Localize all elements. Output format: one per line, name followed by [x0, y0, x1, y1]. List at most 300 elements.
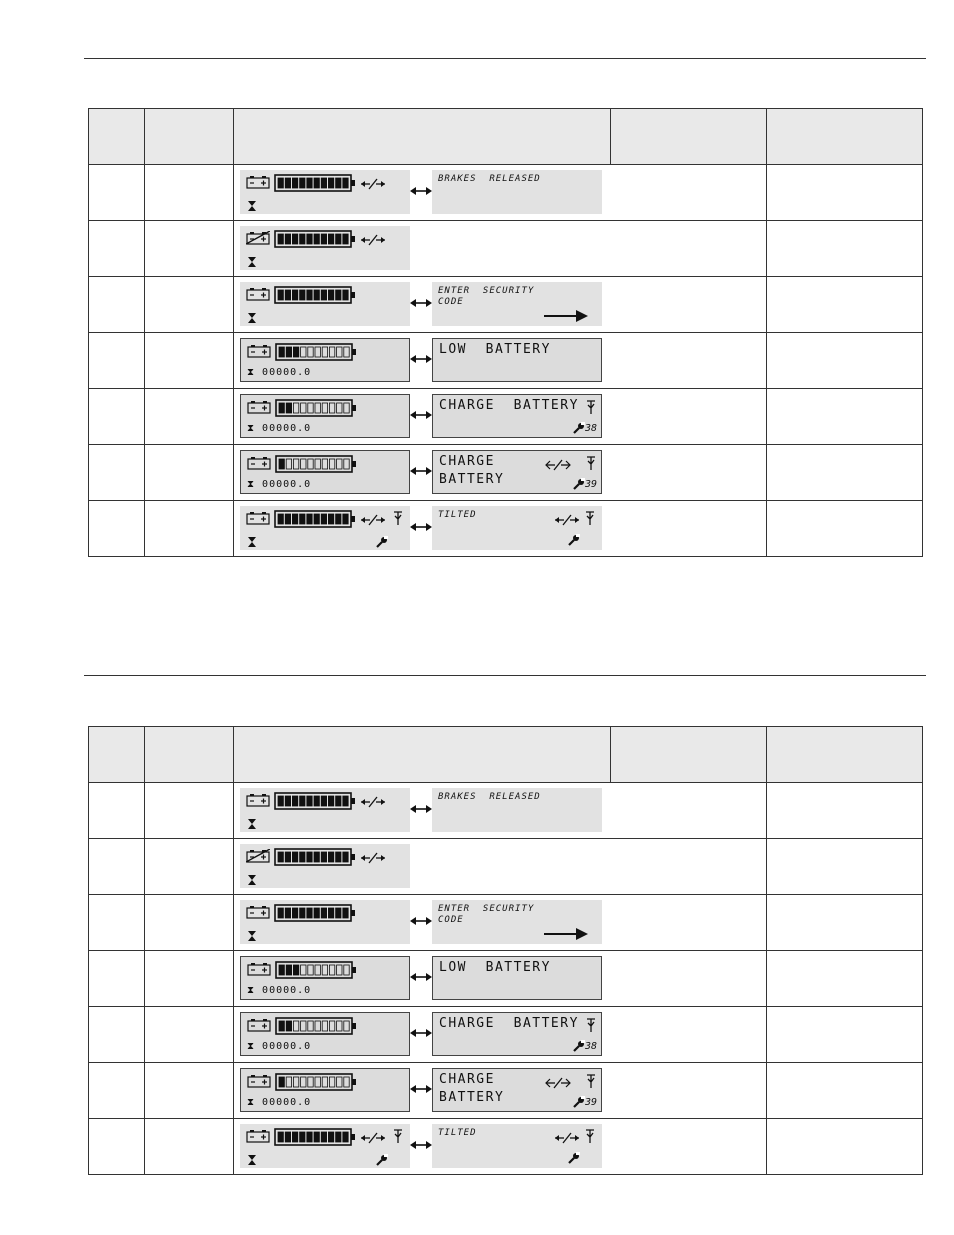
table-cell: [145, 389, 234, 445]
gauge-segment: [329, 459, 334, 469]
header-cell: [611, 109, 767, 165]
gauge-segment: [285, 1132, 290, 1142]
table-row: [89, 895, 923, 951]
header-cell: [89, 109, 145, 165]
tilt-icon: [585, 1073, 597, 1089]
gauge-segment: [322, 347, 327, 357]
gauge-segment: [293, 1077, 298, 1087]
hourglass-icon: ⧗: [247, 1041, 263, 1052]
error-code: [573, 478, 597, 490]
gauge-segment: [301, 403, 306, 413]
table-cell: [89, 277, 145, 333]
top-rule-1: [84, 58, 926, 59]
brake-released-icon: [360, 1132, 386, 1144]
gauge-segment: [328, 178, 333, 188]
odometer-readout: [247, 479, 311, 490]
gauge-segment: [336, 1132, 341, 1142]
gauge-segment: [278, 514, 283, 524]
brake-released-icon: [554, 514, 580, 526]
gauge-segment: [279, 1077, 284, 1087]
gauge-segment: [314, 178, 319, 188]
table-row: [89, 501, 923, 557]
wrench-icon: [573, 1040, 585, 1052]
header-cell: [234, 109, 611, 165]
gauge-segment: [308, 1021, 313, 1031]
table-row: [89, 783, 923, 839]
gauge-segment: [314, 234, 319, 244]
lcd-main-screen: [240, 956, 410, 1000]
battery-gauge: [274, 904, 356, 922]
lcd-main-screen: [240, 506, 410, 550]
brake-open-icon: [545, 1077, 571, 1089]
table-cell: [89, 333, 145, 389]
error-code: [573, 422, 597, 434]
gauge-segment: [314, 852, 319, 862]
gauge-segment: [308, 965, 313, 975]
table-header-row: [89, 109, 923, 165]
odometer-readout: [247, 1097, 311, 1108]
double-arrow-icon: [410, 185, 432, 197]
gauge-segment: [285, 178, 290, 188]
double-arrow-icon: [410, 1027, 432, 1039]
gauge-segment: [329, 1021, 334, 1031]
gauge-segment: [286, 403, 291, 413]
gauge-segment: [279, 965, 284, 975]
double-arrow-icon: [410, 521, 432, 533]
gauge-segment: [337, 1021, 342, 1031]
table-row: [89, 839, 923, 895]
battery-gauge: [275, 961, 357, 979]
gauge-segment: [321, 908, 326, 918]
gauge-segment: [314, 908, 319, 918]
table-row: [89, 445, 923, 501]
battery-icon: [247, 1018, 271, 1032]
lcd-message-screen: [432, 282, 602, 326]
hourglass-icon: ⧗: [247, 479, 263, 490]
brake-released-icon: [360, 234, 386, 246]
gauge-segment: [343, 234, 348, 244]
gauge-segment: [307, 908, 312, 918]
gauge-segment: [278, 796, 283, 806]
odometer-value: 00000.0: [262, 423, 312, 434]
gauge-segment: [285, 514, 290, 524]
battery-gauge: [275, 455, 357, 473]
hourglass-icon: [247, 537, 257, 547]
gauge-segment: [337, 1077, 342, 1087]
gauge-segment: [301, 1021, 306, 1031]
display-cell: [234, 1007, 767, 1063]
odometer-value: 00000.0: [262, 479, 312, 490]
gauge-segment: [329, 403, 334, 413]
gauge-segment: [292, 290, 297, 300]
gauge-segment: [300, 178, 305, 188]
gauge-segment: [278, 1132, 283, 1142]
error-code-value: 39: [584, 1097, 597, 1108]
gauge-segment: [307, 796, 312, 806]
table-row: [89, 221, 923, 277]
tilt-icon: [585, 455, 597, 471]
gauge-segment: [314, 796, 319, 806]
table-cell: [89, 445, 145, 501]
gauge-segment: [314, 514, 319, 524]
gauge-segment: [315, 459, 320, 469]
table-cell: [89, 165, 145, 221]
gauge-segment: [300, 514, 305, 524]
wrench-icon: [376, 1154, 388, 1166]
gauge-segment: [329, 347, 334, 357]
table-row: [89, 1007, 923, 1063]
table-cell: [145, 1063, 234, 1119]
double-arrow-icon: [410, 297, 432, 309]
gauge-segment: [343, 852, 348, 862]
battery-gauge: [274, 230, 356, 248]
gauge-segment: [307, 852, 312, 862]
gauge-segment: [314, 290, 319, 300]
table-cell: [767, 501, 923, 557]
gauge-segment: [300, 290, 305, 300]
brake-released-icon: [360, 178, 386, 190]
lcd-message-text: TILTED: [438, 1128, 477, 1138]
gauge-segment: [328, 908, 333, 918]
gauge-segment: [279, 1021, 284, 1031]
display-cell: [234, 501, 767, 557]
table-cell: [145, 165, 234, 221]
odometer-value: 00000.0: [262, 367, 312, 378]
gauge-segment: [328, 290, 333, 300]
lcd-main-screen: [240, 900, 410, 944]
gauge-segment: [308, 403, 313, 413]
lcd-message-screen: [432, 170, 602, 214]
table-cell: [89, 783, 145, 839]
gauge-segment: [322, 1077, 327, 1087]
gauge-segment: [344, 1077, 349, 1087]
table-cell: [767, 221, 923, 277]
tilt-icon: [392, 510, 404, 526]
lcd-main-screen: [240, 338, 410, 382]
right-arrow-icon: [544, 928, 588, 940]
gauge-segment: [321, 852, 326, 862]
display-cell: [234, 783, 767, 839]
error-code-value: 38: [584, 423, 597, 434]
gauge-segment: [336, 514, 341, 524]
gauge-segment: [308, 1077, 313, 1087]
gauge-segment: [285, 852, 290, 862]
gauge-segment: [322, 1021, 327, 1031]
table-cell: [145, 277, 234, 333]
gauge-segment: [336, 178, 341, 188]
tilt-icon: [392, 1128, 404, 1144]
gauge-segment: [322, 459, 327, 469]
lcd-main-screen: [240, 450, 410, 494]
gauge-segment: [328, 852, 333, 862]
gauge-segment: [344, 1021, 349, 1031]
battery-gauge: [274, 510, 356, 528]
gauge-segment: [286, 965, 291, 975]
battery-gauge: [275, 1017, 357, 1035]
battery-gauge: [274, 174, 356, 192]
wrench-icon: [573, 422, 585, 434]
double-arrow-icon: [410, 353, 432, 365]
gauge-segment: [343, 514, 348, 524]
hourglass-icon: [247, 819, 257, 829]
display-cell: [234, 221, 767, 277]
gauge-segment: [279, 403, 284, 413]
gauge-segment: [329, 965, 334, 975]
gauge-segment: [343, 796, 348, 806]
lcd-message-text: CHARGE BATTERY: [439, 1016, 579, 1031]
gauge-segment: [293, 1021, 298, 1031]
gauge-segment: [286, 1021, 291, 1031]
double-arrow-icon: [410, 1083, 432, 1095]
table-cell: [767, 165, 923, 221]
table-row: [89, 165, 923, 221]
table-cell: [767, 1007, 923, 1063]
odometer-readout: [247, 1041, 311, 1052]
gauge-segment: [279, 347, 284, 357]
odometer-readout: [247, 367, 311, 378]
header-cell: [767, 727, 923, 783]
table-cell: [767, 1063, 923, 1119]
battery-icon: [246, 1129, 270, 1143]
lcd-message-screen: [432, 956, 602, 1000]
gauge-segment: [315, 965, 320, 975]
gauge-segment: [336, 290, 341, 300]
display-table-1: [88, 108, 923, 557]
gauge-segment: [321, 514, 326, 524]
table-row: [89, 1063, 923, 1119]
gauge-segment: [301, 965, 306, 975]
gauge-segment: [337, 403, 342, 413]
header-cell: [89, 727, 145, 783]
gauge-segment: [300, 796, 305, 806]
battery-icon: [246, 905, 270, 919]
gauge-segment: [278, 908, 283, 918]
display-cell: [234, 951, 767, 1007]
gauge-segment: [292, 178, 297, 188]
gauge-segment: [321, 178, 326, 188]
table-cell: [767, 333, 923, 389]
gauge-segment: [301, 459, 306, 469]
gauge-segment: [285, 290, 290, 300]
table-cell: [89, 839, 145, 895]
battery-icon: [246, 793, 270, 807]
gauge-segment: [343, 290, 348, 300]
gauge-segment: [315, 1021, 320, 1031]
table-cell: [89, 1119, 145, 1175]
lcd-message-text: LOW BATTERY: [439, 342, 551, 357]
double-arrow-icon: [410, 803, 432, 815]
hourglass-icon: ⧗: [247, 985, 263, 996]
lcd-message-screen: [432, 788, 602, 832]
table-cell: [89, 895, 145, 951]
lcd-message-text: ENTER SECURITY CODE: [438, 904, 535, 925]
display-cell: [234, 895, 767, 951]
error-code-value: 39: [584, 479, 597, 490]
gauge-segment: [321, 796, 326, 806]
odometer-value: 00000.0: [262, 1097, 312, 1108]
gauge-segment: [293, 459, 298, 469]
table-cell: [89, 221, 145, 277]
header-cell: [234, 727, 611, 783]
wrench-icon: [376, 536, 388, 548]
table-cell: [145, 445, 234, 501]
table-row: [89, 1119, 923, 1175]
gauge-segment: [293, 403, 298, 413]
tilt-icon: [584, 510, 596, 526]
gauge-segment: [292, 234, 297, 244]
gauge-segment: [300, 1132, 305, 1142]
gauge-segment: [292, 514, 297, 524]
gauge-segment: [293, 347, 298, 357]
header-cell: [145, 727, 234, 783]
gauge-segment: [322, 965, 327, 975]
table-row: [89, 277, 923, 333]
table-cell: [145, 839, 234, 895]
display-table-2: [88, 726, 923, 1175]
battery-icon: [247, 400, 271, 414]
gauge-segment: [328, 234, 333, 244]
table-cell: [145, 333, 234, 389]
brake-released-icon: [360, 796, 386, 808]
lcd-message-screen: [432, 394, 602, 438]
table-cell: [767, 839, 923, 895]
gauge-segment: [286, 347, 291, 357]
table-cell: [145, 501, 234, 557]
wrench-icon: [573, 478, 585, 490]
battery-icon: [247, 344, 271, 358]
gauge-segment: [336, 908, 341, 918]
gauge-segment: [308, 459, 313, 469]
gauge-segment: [328, 1132, 333, 1142]
table-cell: [767, 895, 923, 951]
hourglass-icon: [247, 931, 257, 941]
wrench-icon: [568, 534, 580, 546]
hourglass-icon: [247, 1155, 257, 1165]
tilt-icon: [584, 1128, 596, 1144]
table-cell: [89, 389, 145, 445]
wrench-icon: [568, 1152, 580, 1164]
table-cell: [89, 951, 145, 1007]
gauge-segment: [293, 965, 298, 975]
hourglass-icon: ⧗: [247, 367, 263, 378]
gauge-segment: [292, 852, 297, 862]
gauge-segment: [307, 514, 312, 524]
gauge-segment: [292, 796, 297, 806]
table-cell: [767, 1119, 923, 1175]
error-code: [573, 1096, 597, 1108]
double-arrow-icon: [410, 1139, 432, 1151]
gauge-segment: [328, 514, 333, 524]
brake-released-icon: [360, 852, 386, 864]
odometer-readout: [247, 423, 311, 434]
table-cell: [145, 1007, 234, 1063]
wrench-icon: [573, 1096, 585, 1108]
gauge-segment: [344, 403, 349, 413]
gauge-segment: [337, 965, 342, 975]
table-cell: [89, 501, 145, 557]
battery-gauge: [274, 792, 356, 810]
gauge-segment: [301, 347, 306, 357]
lcd-message-text: LOW BATTERY: [439, 960, 551, 975]
display-cell: [234, 165, 767, 221]
gauge-segment: [344, 459, 349, 469]
lcd-message-screen: [432, 1068, 602, 1112]
lcd-message-screen: [432, 1012, 602, 1056]
gauge-segment: [321, 1132, 326, 1142]
gauge-segment: [344, 965, 349, 975]
display-cell: [234, 389, 767, 445]
hourglass-icon: [247, 875, 257, 885]
error-code: [573, 1040, 597, 1052]
gauge-segment: [336, 796, 341, 806]
display-cell: [234, 1119, 767, 1175]
battery-gauge: [275, 399, 357, 417]
table-cell: [89, 1063, 145, 1119]
error-code-value: 38: [584, 1041, 597, 1052]
gauge-segment: [278, 178, 283, 188]
odometer-readout: [247, 985, 311, 996]
display-cell: [234, 1063, 767, 1119]
tilt-icon: [585, 399, 597, 415]
hourglass-icon: [247, 201, 257, 211]
double-arrow-icon: [410, 465, 432, 477]
lcd-main-screen: [240, 1124, 410, 1168]
gauge-segment: [292, 1132, 297, 1142]
battery-crossed-icon: [246, 849, 270, 863]
lcd-message-screen: [432, 450, 602, 494]
gauge-segment: [308, 347, 313, 357]
hourglass-icon: [247, 313, 257, 323]
display-cell: [234, 333, 767, 389]
table-cell: [145, 783, 234, 839]
gauge-segment: [321, 234, 326, 244]
gauge-segment: [285, 796, 290, 806]
lcd-message-text: CHARGE BATTERY: [439, 454, 505, 487]
gauge-segment: [286, 1077, 291, 1087]
table-cell: [145, 221, 234, 277]
battery-crossed-icon: [246, 231, 270, 245]
table-cell: [145, 895, 234, 951]
battery-icon: [247, 1074, 271, 1088]
gauge-segment: [285, 234, 290, 244]
table-cell: [767, 951, 923, 1007]
gauge-segment: [300, 852, 305, 862]
gauge-segment: [300, 234, 305, 244]
tilt-icon: [585, 1017, 597, 1033]
gauge-segment: [336, 234, 341, 244]
gauge-segment: [337, 347, 342, 357]
battery-icon: [246, 287, 270, 301]
gauge-segment: [315, 1077, 320, 1087]
gauge-segment: [301, 1077, 306, 1087]
lcd-message-screen: [432, 338, 602, 382]
lcd-message-screen: [432, 1124, 602, 1168]
odometer-value: 00000.0: [262, 985, 312, 996]
lcd-message-text: BRAKES RELEASED: [438, 174, 541, 184]
gauge-segment: [307, 178, 312, 188]
lcd-main-screen: [240, 788, 410, 832]
lcd-main-screen: [240, 226, 410, 270]
lcd-main-screen: [240, 170, 410, 214]
gauge-segment: [286, 459, 291, 469]
lcd-main-screen: [240, 844, 410, 888]
lcd-message-text: TILTED: [438, 510, 477, 520]
gauge-segment: [315, 347, 320, 357]
battery-icon: [246, 175, 270, 189]
gauge-segment: [329, 1077, 334, 1087]
gauge-segment: [336, 852, 341, 862]
gauge-segment: [343, 178, 348, 188]
